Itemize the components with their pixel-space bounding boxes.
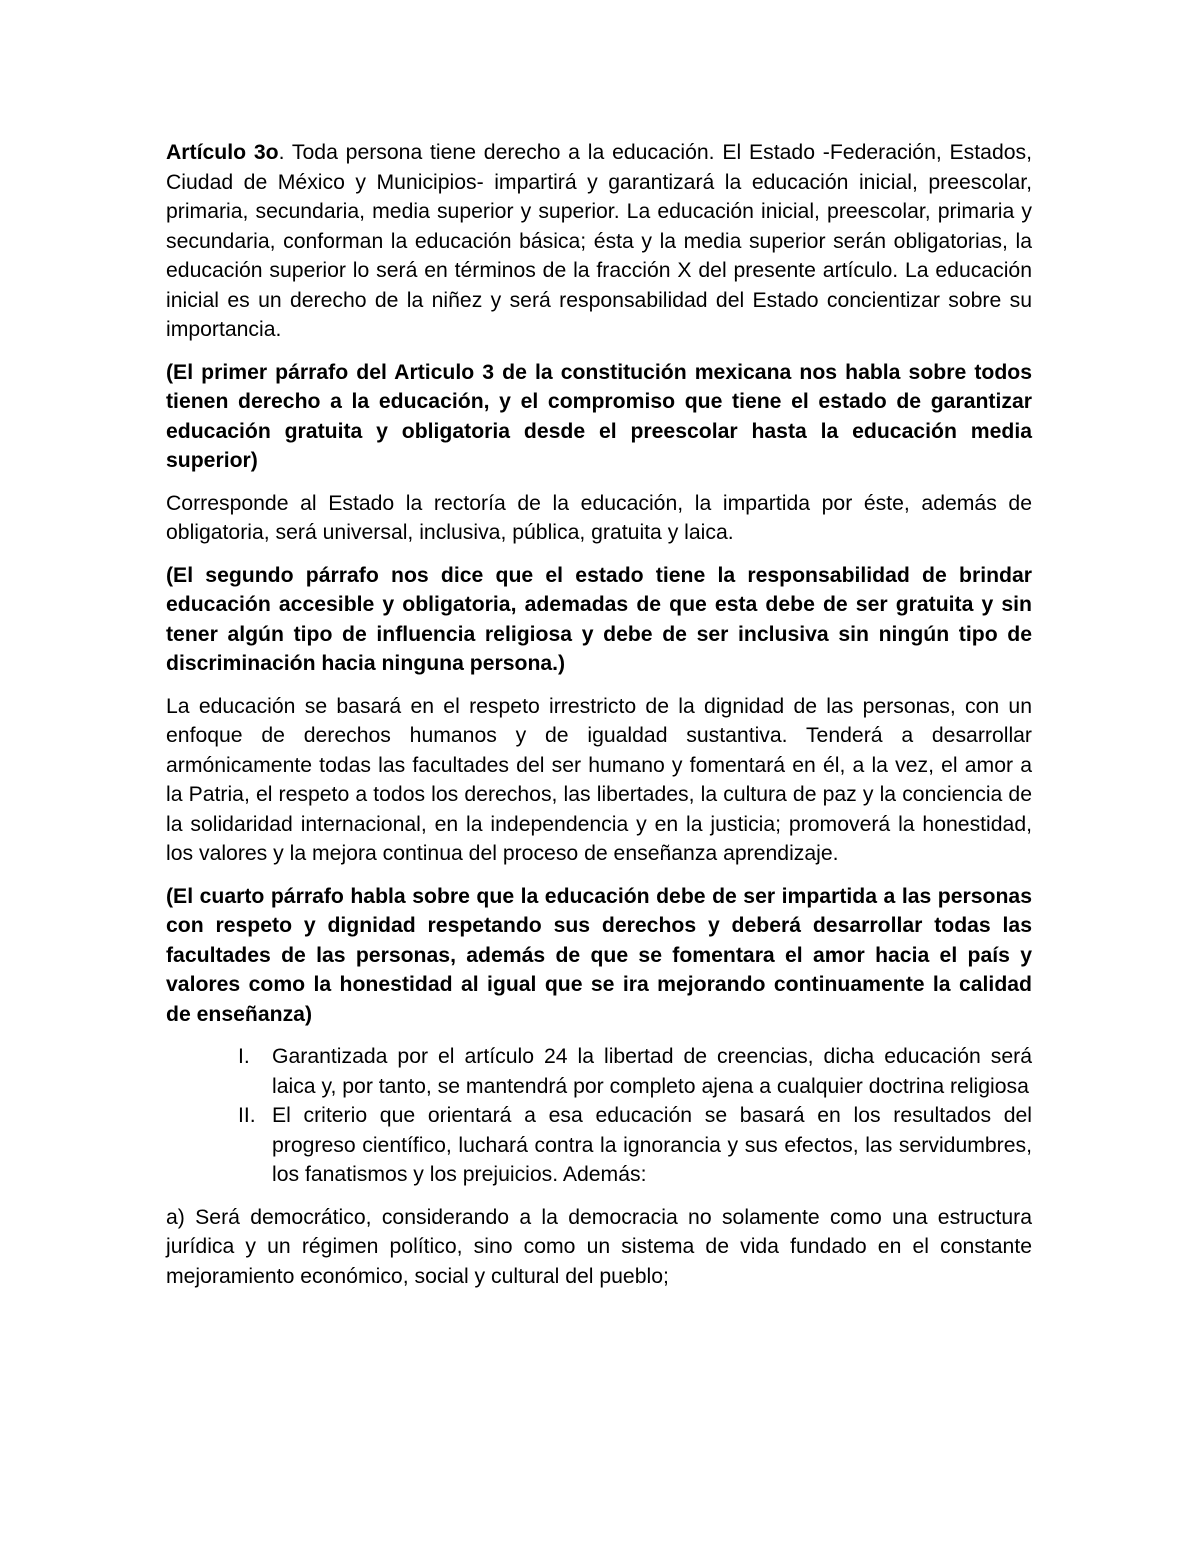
fraction-item-ii — [166, 1101, 1032, 1190]
fraction-numeral: II. — [238, 1104, 256, 1127]
comment-paragraph-3: (El cuarto párrafo habla sobre que la educación debe de ser impartida a las personas con respeto y dignidad respetando sus derechos y deberá desarrollar todas las facultades de las personas, además de que se fomentara el amor hacia el país y valores como la honestidad al igual que se ira mejorando continuamente la calidad de enseñanza) — [166, 884, 1032, 1026]
article-paragraph-1 — [166, 138, 1032, 345]
article-intro-text: . Toda persona tiene derecho a la educación. El Estado -Federación, Estados, Ciudad de México y Municipios- impartirá y garantizará la educación inicial, preescolar, primaria, secundaria, media superior y superior. La educación inicial, preescolar, primaria y secundaria, conforman la educación básica; ésta y la media superior serán obligatorias, la educación superior lo será en términos de la fracción X del presente artículo. La educación inicial es un derecho de la niñez y será responsabilidad del Estado concientizar sobre su importancia. — [166, 141, 1032, 341]
subsection-a-paragraph: a) Será democrático, considerando a la democracia no solamente como una estructura jurídica y un régimen político, sino como un sistema de vida fundado en el constante mejoramiento económico, social y cultural del pueblo; — [166, 1205, 1032, 1288]
fraction-numeral: I. — [238, 1045, 250, 1068]
fraction-text: El criterio que orientará a esa educación se basará en los resultados del progreso científico, luchará contra la ignorancia y sus efectos, las servidumbres, los fanatismos y los prejuicios. Además: — [272, 1104, 1032, 1186]
fractions-list — [166, 1042, 1032, 1190]
article-paragraph-2: Corresponde al Estado la rectoría de la educación, la impartida por éste, además de obligatoria, será universal, inclusiva, pública, gratuita y laica. — [166, 491, 1032, 544]
article-title: Artículo 3o — [166, 141, 279, 164]
article-paragraph-3: La educación se basará en el respeto irrestricto de la dignidad de las personas, con un enfoque de derechos humanos y de igualdad sustantiva. Tenderá a desarrollar armónicamente todas las facultades del ser humano y fomentará en él, a la vez, el amor a la Patria, el respeto a todos los derechos, las libertades, la cultura de paz y la conciencia de la solidaridad internacional, en la independencia y en la justicia; promoverá la honestidad, los valores y la mejora continua del proceso de enseñanza aprendizaje. — [166, 694, 1032, 865]
comment-paragraph-1: (El primer párrafo del Articulo 3 de la constitución mexicana nos habla sobre todos tienen derecho a la educación, y el compromiso que tiene el estado de garantizar educación gratuita y obligatoria desde el preescolar hasta la educación media superior) — [166, 360, 1032, 472]
comment-paragraph-2: (El segundo párrafo nos dice que el estado tiene la responsabilidad de brindar educación accesible y obligatoria, ademadas de que esta debe de ser gratuita y sin tener algún tipo de influencia religiosa y debe de ser inclusiva sin ningún tipo de discriminación hacia ninguna persona.) — [166, 563, 1032, 675]
fraction-item-i — [166, 1042, 1032, 1101]
fraction-text: Garantizada por el artículo 24 la libertad de creencias, dicha educación será laica y, por tanto, se mantendrá por completo ajena a cualquier doctrina religiosa — [272, 1045, 1032, 1098]
document-page — [166, 138, 1032, 1304]
